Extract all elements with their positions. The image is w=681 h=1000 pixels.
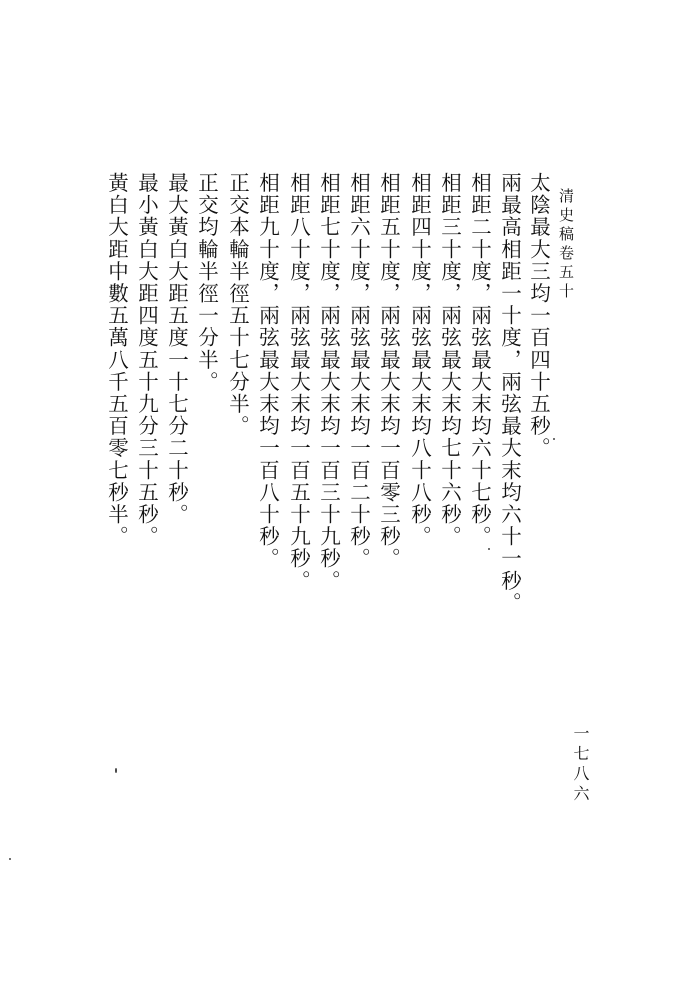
text-line-10: 相距九十度，兩弦最大末均一百八十秒。 [255, 172, 280, 570]
text-line-8: 相距七十度，兩弦最大末均一百三十九秒。 [316, 172, 341, 592]
text-line-15: 黃白大距中數五萬八千五百零七秒半。 [104, 172, 129, 548]
text-line-11: 正交本輪半徑五十七分半。 [225, 172, 250, 438]
page-number: 一七八六 [571, 725, 590, 805]
scan-speck [9, 858, 11, 860]
text-line-6: 相距五十度，兩弦最大末均一百零三秒。 [376, 172, 401, 570]
text-line-13: 最大黃白大距五度一十七分二十秒。 [164, 172, 189, 526]
text-line-4: 相距三十度，兩弦最大末均七十六秒。 [437, 172, 462, 548]
text-line-9: 相距八十度，兩弦最大末均一百五十九秒。 [286, 172, 311, 592]
scan-speck [553, 438, 555, 440]
text-line-2: 兩最高相距一十度，兩弦最大末均六十一秒。 [497, 172, 522, 614]
running-header: 清史稿卷五十 [557, 188, 575, 302]
text-line-7: 相距六十度，兩弦最大末均一百二十秒。 [346, 172, 371, 570]
text-line-1: 太陰最大三均一百四十五秒。 [526, 172, 551, 460]
text-line-5: 相距四十度，兩弦最大末均八十八秒。 [407, 172, 432, 548]
scan-speck [488, 548, 490, 550]
text-line-14: 最小黃白大距四度五十九分三十五秒。 [134, 172, 159, 548]
text-line-3: 相距二十度，兩弦最大末均六十七秒。 [467, 172, 492, 548]
scan-speck [115, 768, 117, 773]
text-line-12: 正交均輪半徑一分半。 [194, 172, 219, 393]
